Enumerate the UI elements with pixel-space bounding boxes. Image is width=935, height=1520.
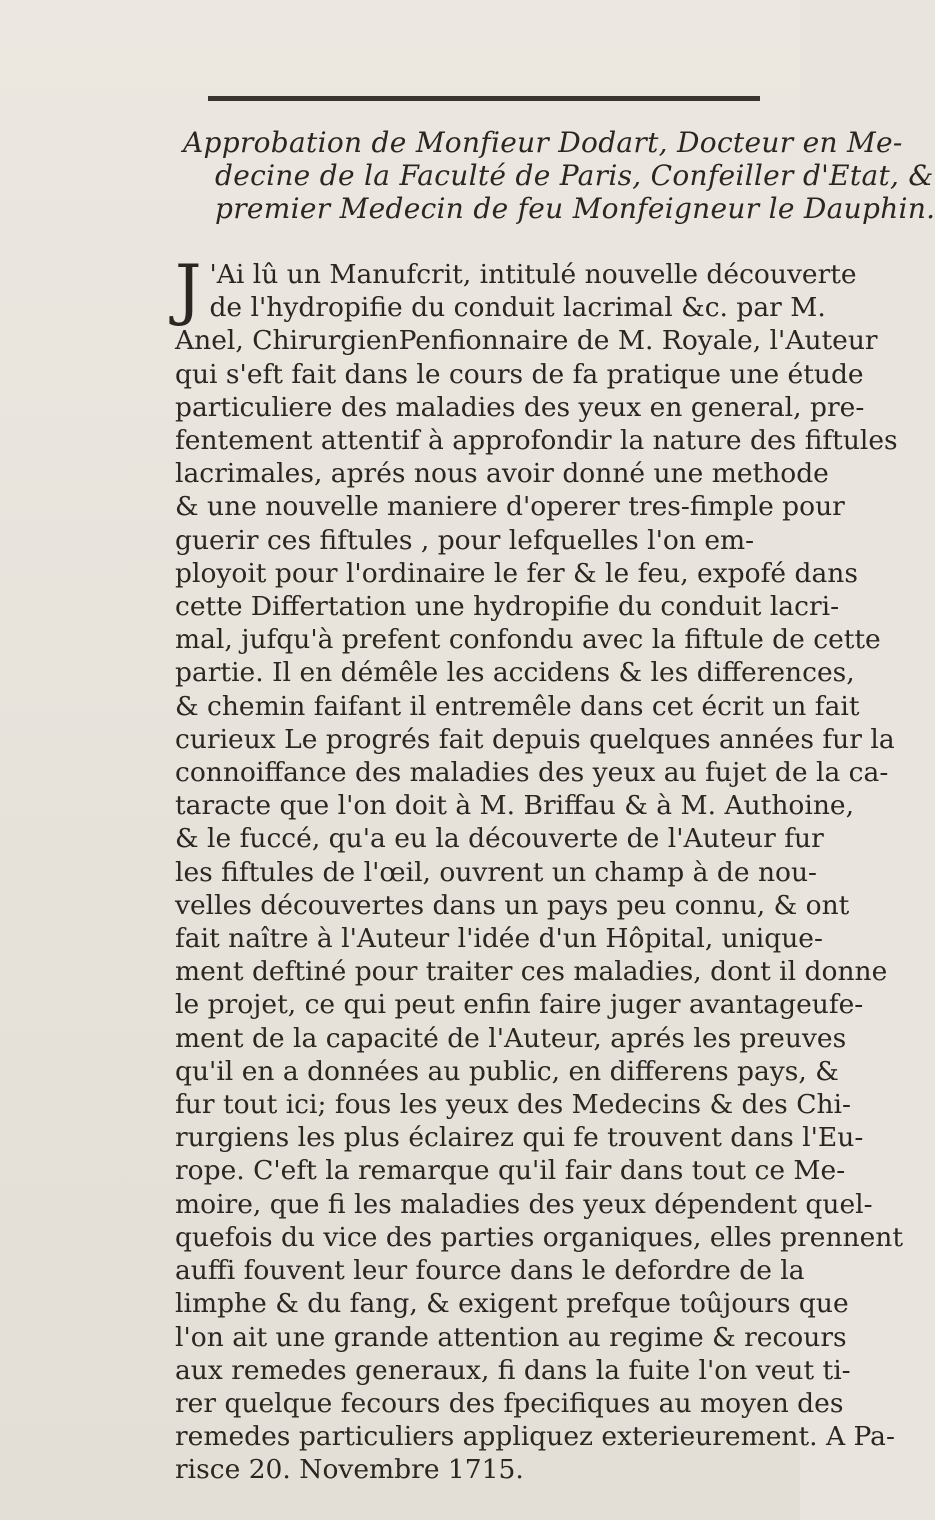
body-line: quefois du vice des parties organiques, elles prennent [175,1221,904,1253]
body-line: le projet, ce qui peut enfin faire juger avantageufe- [175,989,864,1021]
body-line: rope. C'eft la remarque qu'il fair dans tout ce Me- [175,1155,846,1187]
body-line: ployoit pour l'ordinaire le fer & le feu, expofé dans [175,557,858,589]
title-line: decine de la Faculté de Paris, Confeiller d'Etat, & [215,159,934,192]
body-line: 'Ai lû un Manufcrit, intitulé nouvelle découverte [209,259,857,290]
body-line: lacrimales, aprés nous avoir donné une methode [175,458,829,490]
approbation-body [175,251,904,1487]
body-line: & une nouvelle maniere d'operer tres-fimple pour [175,491,845,523]
body-line: taracte que l'on doit à M. Briffau & à M. Authoine, [175,790,854,822]
body-line: & chemin faifant il entremêle dans cet écrit un fait [175,690,860,722]
drop-cap: J [175,251,202,328]
body-line: risce 20. Novembre 1715. [175,1454,524,1486]
body-line: Anel, ChirurgienPenfionnaire de M. Royale, l'Auteur [175,325,878,357]
body-line: qui s'eft fait dans le cours de fa pratique une étude [175,358,864,390]
body-line: de l'hydropifie du conduit lacrimal &c. par M. [209,292,826,324]
body-line: guerir ces fiftules , pour lefquelles l'on em- [175,524,755,556]
title-line: premier Medecin de feu Monfeigneur le Dauphin. [215,192,935,225]
body-line: ment de la capacité de l'Auteur, aprés les preuves [175,1022,847,1054]
body-line: rer quelque fecours des fpecifiques au moyen des [175,1387,844,1419]
body-line: qu'il en a données au public, en differens pays, & [175,1055,839,1087]
body-line: & le fuccé, qu'a eu la découverte de l'Auteur fur [175,823,824,855]
body-line: aux remedes generaux, fi dans la fuite l'on veut ti- [175,1354,851,1386]
body-line: les fiftules de l'œil, ouvrent un champ à de nou- [175,856,817,888]
body-line: limphe & du fang, & exigent prefque toûjours que [175,1288,849,1320]
body-line: ment deftiné pour traiter ces maladies, dont il donne [175,956,888,988]
body-line: moire, que fi les maladies des yeux dépendent quel- [175,1188,873,1220]
body-line: auffi fouvent leur fource dans le defordre de la [175,1255,805,1287]
body-line: remedes particuliers appliquez exterieurement. A Pa- [175,1421,895,1453]
title-line: Approbation de Monfieur Dodart, Docteur en Me- [183,126,903,159]
body-line: particuliere des maladies des yeux en general, pre- [175,391,865,423]
body-line: curieux Le progrés fait depuis quelques années fur la [175,723,895,755]
body-line: fur tout ici; fous les yeux des Medecins & des Chi- [175,1089,851,1121]
body-line: fentement attentif à approfondir la nature des fiftules [175,425,898,457]
body-line: connoiffance des maladies des yeux au fujet de la ca- [175,757,889,789]
approbation-title [183,126,935,225]
body-line: partie. Il en démêle les accidens & les differences, [175,657,855,689]
body-line: cette Differtation une hydropifie du conduit lacri- [175,591,840,623]
body-line: fait naître à l'Auteur l'idée d'un Hôpital, unique- [175,923,823,955]
body-line: velles découvertes dans un pays peu connu, & ont [175,889,850,921]
body-line: mal, jufqu'à prefent confondu avec la fiftule de cette [175,624,881,656]
body-line: l'on ait une grande attention au regime & recours [175,1321,847,1353]
header-rule [208,96,760,101]
body-line: rurgiens les plus éclairez qui fe trouvent dans l'Eu- [175,1122,864,1154]
